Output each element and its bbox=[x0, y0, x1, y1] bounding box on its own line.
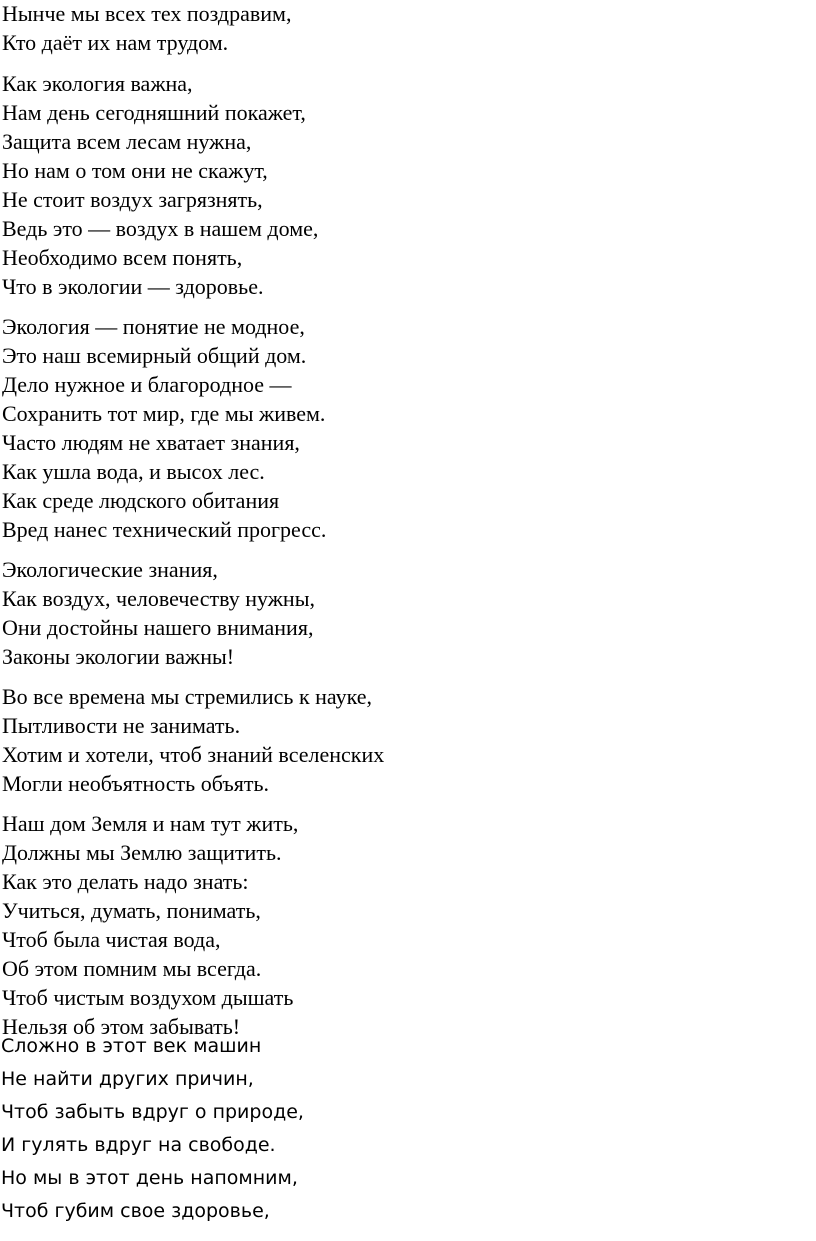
poem-line: Как ушла вода, и высох лес. bbox=[2, 459, 265, 484]
poem-line: Сохранить тот мир, где мы живем. bbox=[2, 401, 326, 426]
poem-line: Они достойны нашего внимания, bbox=[2, 615, 314, 640]
poem-line: Нынче мы всех тех поздравим, bbox=[2, 1, 292, 26]
poem-line: Чтоб была чистая вода, bbox=[2, 927, 221, 952]
stanza-5 bbox=[0, 682, 816, 798]
stanza-4 bbox=[0, 555, 816, 671]
poem-line: Как экология важна, bbox=[2, 71, 193, 96]
poem-line: Чтоб губим свое здоровье, bbox=[1, 1200, 270, 1222]
poem-line: Кто даёт их нам трудом. bbox=[2, 30, 229, 55]
stanza-7 bbox=[0, 1030, 816, 1228]
poem-line: Как это делать надо знать: bbox=[2, 869, 249, 894]
poem-line: Что в экологии — здоровье. bbox=[2, 274, 264, 299]
poem-line: Экология — понятие не модное, bbox=[2, 314, 305, 339]
poem-line: Наш дом Земля и нам тут жить, bbox=[2, 811, 299, 836]
poem-line: Часто людям не хватает знания, bbox=[2, 430, 300, 455]
poem-line: Не найти других причин, bbox=[1, 1068, 254, 1090]
stanza-2 bbox=[0, 69, 816, 301]
poem-line: Вред нанес технический прогресс. bbox=[2, 517, 327, 542]
poem-line: Но мы в этот день напомним, bbox=[1, 1167, 298, 1189]
poem-line: Во все времена мы стремились к науке, bbox=[2, 684, 372, 709]
poem-line: Как воздух, человечеству нужны, bbox=[2, 586, 315, 611]
poem-line: Необходимо всем понять, bbox=[2, 245, 243, 270]
poem-line: Сложно в этот век машин bbox=[1, 1035, 262, 1057]
poem-line: Но нам о том они не скажут, bbox=[2, 158, 268, 183]
poem-line: Пытливости не занимать. bbox=[2, 713, 241, 738]
poem-line: Могли необъятность объять. bbox=[2, 771, 269, 796]
stanza-3 bbox=[0, 312, 816, 544]
poem-line: Экологические знания, bbox=[2, 557, 218, 582]
poem-line: Чтоб забыть вдруг о природе, bbox=[1, 1101, 304, 1123]
poem-line: Это наш всемирный общий дом. bbox=[2, 343, 307, 368]
poem-line: Не стоит воздух загрязнять, bbox=[2, 187, 263, 212]
poem-line: Защита всем лесам нужна, bbox=[2, 129, 252, 154]
stanza-1 bbox=[0, 0, 291, 57]
poem-line: Дело нужное и благородное — bbox=[2, 372, 292, 397]
poem-line: Нам день сегодняшний покажет, bbox=[2, 100, 306, 125]
stanza-6 bbox=[0, 809, 816, 1041]
poem-line: И гулять вдруг на свободе. bbox=[1, 1134, 276, 1156]
poem-line: Хотим и хотели, чтоб знаний вселенских bbox=[2, 742, 385, 767]
poem-line: Об этом помним мы всегда. bbox=[2, 956, 262, 981]
poem-line: Нельзя об этом забывать! bbox=[2, 1014, 241, 1039]
poem-body bbox=[0, 69, 816, 1052]
poem-line: Должны мы Землю защитить. bbox=[2, 840, 282, 865]
poem-line: Ведь это — воздух в нашем доме, bbox=[2, 216, 319, 241]
poem-line: Как среде людского обитания bbox=[2, 488, 280, 513]
poem-line: Учиться, думать, понимать, bbox=[2, 898, 261, 923]
poem-line: Чтоб чистым воздухом дышать bbox=[2, 985, 294, 1010]
poem-line: Законы экологии важны! bbox=[2, 644, 235, 669]
